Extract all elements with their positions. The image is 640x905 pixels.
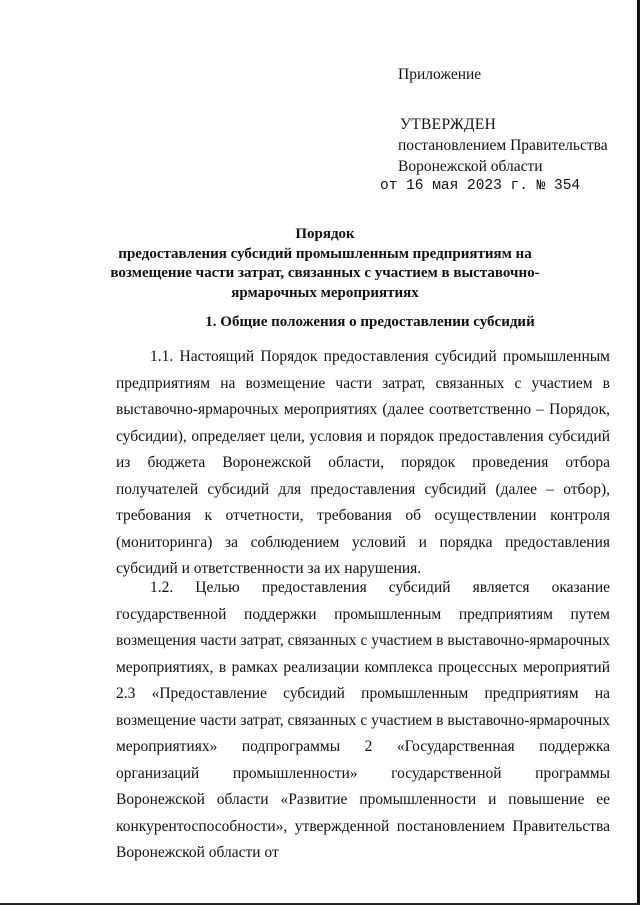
title-subtitle: предоставления субсидий промышленным предприятиям на возмещение части затрат, связанных с участием в выставочно-ярмарочных мероприятиях — [110, 245, 540, 301]
document-title — [100, 225, 550, 303]
decree-date-number: от 16 мая 2023 г. № 354 — [380, 178, 581, 194]
title-main: Порядок — [295, 226, 355, 242]
appendix-label: Приложение — [398, 66, 482, 83]
paragraph-1-2: 1.2. Целью предоставления субсидий является оказание государственной поддержки промышленным предприятиям путем возмещения части затрат, связанных с участием в выставочно-ярмарочных мероприятиях, в рамках реализации комплекса процессных мероприятий 2.3 «Предоставление субсидий промышленным предприятиям на возмещение части затрат, связанных с участием в выставочно-ярмарочных мероприятиях» подпрограммы 2 «Государственная поддержка организаций промышленности» государственной программы Воронежской области «Развитие промышленности и повышение ее конкурентоспособности», утвержденной постановлением Правительства Воронежской области от — [116, 579, 610, 861]
region-line: Воронежской области — [398, 158, 543, 175]
section-heading: 1. Общие положения о предоставлении субсидий — [205, 314, 535, 330]
approved-label: УТВЕРЖДЕН — [400, 116, 497, 133]
decree-line: постановлением Правительства — [398, 137, 608, 154]
paragraph-1-1: 1.1. Настоящий Порядок предоставления субсидий промышленным предприятиям на возмещение части затрат, связанных с участием в выставочно-ярмарочных мероприятиях (далее соответственно – Порядок, субсидии), определяет цели, условия и порядок предоставления субсидий из бюджета Воронежской области, порядок проведения отбора получателей субсидий для предоставления субсидий (далее – отбор), требования к отчетности, требования об осуществлении контроля (мониторинга) за соблюдением условий и порядка предоставления субсидий и ответственности за их нарушения. — [116, 348, 610, 577]
